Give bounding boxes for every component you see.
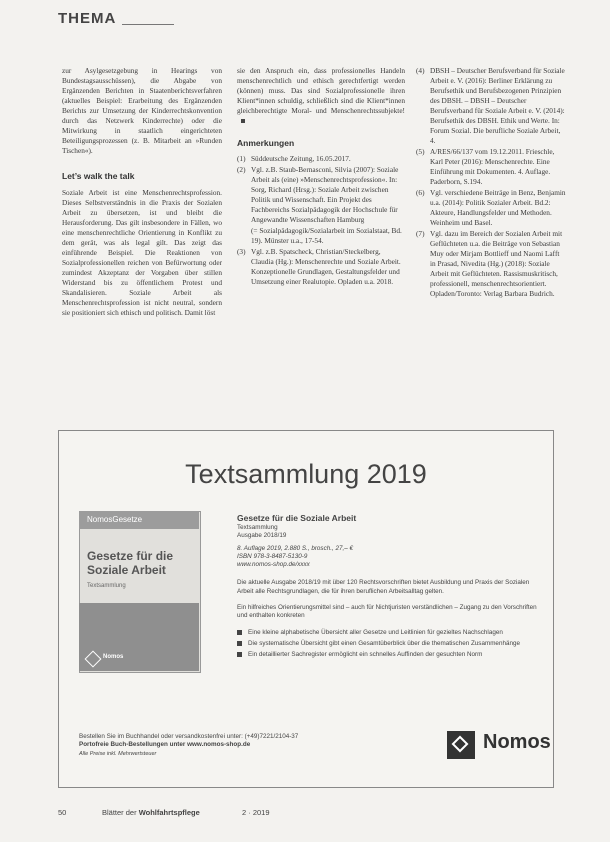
note [416,66,566,146]
section-label: THEMA [58,10,117,27]
product-subtitle: Textsammlung [237,524,278,531]
col1-intro: zur Asylgesetzgebung in Hearings von Bundestagsausschüssen), die Abgabe von Ergänzenden Berichten in Staatenberichtsverfahren (aktuelles Beispiel: Erarbeitung des Ergänzenden Berichts zur Umsetzung der Kinderrechtskonvention durch das Netzwerk Kinderrechte) oder die Mitwirkung in staatlich eingerichteten Beteiligungsprozessen (z. B. Mitarbeit an »Runden Tischen«). [62,66,222,155]
note [237,247,405,287]
note [416,188,566,228]
feature-text: Eine kleine alphabetische Übersicht aller Gesetze und Leitlinien für gezieltes Nachschlagen [248,628,503,636]
note-number [237,226,251,246]
product-edition: Ausgabe 2018/19 [237,532,287,540]
ad-title: Textsammlung 2019 [185,459,427,489]
journal-name [102,808,200,817]
note-text: Vgl. verschiedene Beiträge in Benz, Benjamin u.a. (2014): Politik Sozialer Arbeit. Bd.2: Akteure, Handlungsfelder und Methoden. Weinheim und Basel. [430,188,566,227]
page-number: 50 [58,808,67,817]
note-number: (5) [416,147,425,156]
column-1 [62,66,222,318]
advertisement-box [58,430,554,788]
order-shop-link[interactable]: Portofreie Buch-Bestellungen unter www.nomos-shop.de [79,741,251,749]
note-text: Vgl. z.B. Staub-Bernasconi, Silvia (2007): Soziale Arbeit als (eine) »Menschenrechtsprofession«. In: Sorg, Richard (Hrsg.): Soziale Arbeit zwischen Politik und Wissenschaft. Ein Projekt des Fachbereichs Sozialpädagogik der Hochschule für Angewandte Wissenschaften Hamburg [251,165,399,224]
bullet-square-icon [237,641,242,646]
feature-bullet [237,629,537,637]
note-text: (= Sozialpädagogik/Sozialarbeit im Sozialstaat, Bd. 19). Münster u.a., 17-54. [251,226,402,245]
note [237,154,405,164]
feature-bullet [237,640,537,648]
note [416,229,566,299]
order-phone: Bestellen Sie im Buchhandel oder versandkostenfrei unter: (+49)7221/2104-37 [79,733,299,740]
col1-body: Soziale Arbeit ist eine Menschenrechtsprofession. Dieses Selbstverständnis in die Praxis der Sozialen Arbeit zu übersetzen, ist und bleibt die Herausforderung. Das gilt insbesondere in Fällen, wo eine menschenrechtliche Orientierung in Konflikt zu dem gerät, was als legal gilt. Das zeigt das einführende Beispiel. Die Reaktionen von Sozialprofessionellen reichen von Befürwortung oder zumindest Akzeptanz der Vorgaben über stillen Widerstand bis zu öffentlichem Protest und Skandalisieren. Soziale Arbeit als Menschenrechtsprofession ist nicht neutral, sondern sie positioniert sich ethisch und politisch. Damit löst [62,188,222,317]
note [237,226,405,246]
product-link[interactable]: www.nomos-shop.de/xxxx [237,561,310,569]
notes-heading: Anmerkungen [237,138,295,148]
book-series: NomosGesetze [87,515,143,524]
feature-text: Die systematische Übersicht gibt einen Gesamtüberblick über die thematischen Zusammenhänge [248,639,520,647]
note-text: DBSH – Deutscher Berufsverband für Soziale Arbeit e. V. (2016): Berliner Erklärung zu Berufsethik und Berufsbezogenen Prinzipien des DBSH. – DBSH – Deutscher Berufsverband für Soziale Arbeit e. V. (2014): Berufsethik des DBSH. Ethik und Werte. In: Forum Sozial. Die berufliche Soziale Arbeit, 4. [430,66,565,145]
note-text: Vgl. dazu im Bereich der Sozialen Arbeit mit Geflüchteten u.a. die Beiträge von Sebastian Muy oder Mirjam Bottlieff und Naomi Lafft in Prasad, Nivedita (Hg.) (2018): Soziale Arbeit mit Geflüchteten. Rassismuskritisch, professionell, menschenrechtsorientiert. Opladen/Toronto: Verlag Barbara Budrich. [430,229,563,298]
journal-name-prefix: Blätter der [102,808,139,817]
note-number: (6) [416,188,425,197]
order-info [79,733,419,758]
note-number: (2) [237,165,246,174]
note-number: (7) [416,229,425,238]
product-description: Die aktuelle Ausgabe 2018/19 mit über 120 Rechtsvorschriften bietet Ausbildung und Praxis der Sozialen Arbeit alle Rechtsgrundlagen, die für ihren beruflichen Arbeitsalltag gelten. [237,579,530,595]
note-number: (1) [237,154,246,163]
order-price-note: Alle Preise inkl. Mehrwertsteuer [79,750,157,757]
book-cover-subtitle: Textsammlung [87,583,126,589]
book-cover-title: Gesetze für die Soziale Arbeit [87,549,174,577]
end-mark [241,119,245,123]
product-title: Gesetze für die Soziale Arbeit [237,513,357,523]
product-isbn: ISBN 978-3-8487-5130-9 [237,552,308,560]
nomos-logo-icon [447,731,475,759]
col2-intro [237,66,405,126]
col2-intro-text: sie den Anspruch ein, dass professionelles Handeln menschenrechtlich und ethisch gerechtfertigt werden (können) muss. Das sind Sozialprofessionelle ihren Klient*innen schuldig, schließlich sind die Klient*innen gleichberechtigte Moral- und Menschenrechtssubjekte! [237,66,405,115]
bullet-square-icon [237,652,242,657]
issue-number: 2 · 2019 [242,808,270,817]
book-cover-image [79,511,199,671]
column-3 [416,66,566,300]
product-details [237,513,537,663]
column-2 [237,66,405,288]
note [416,147,566,187]
book-cover-publisher: Nomos [103,654,124,660]
note-number: (3) [237,247,246,256]
section-heading-walk-the-talk: Let’s walk the talk [62,171,135,181]
feature-bullet [237,651,537,659]
journal-name-bold: Wohlfahrtspflege [138,808,200,817]
note [237,165,405,225]
note-text: A/RES/66/137 vom 19.12.2011. Frieschle, Karl Peter (2016): Menschenrechte. Eine Einführung mit Dokumenten. 4. Auflage. Paderborn, S.194. [430,147,555,186]
product-description-2: Ein hilfreiches Orientierungsmittel sind – auch für Nichtjuristen verständlichen – Zugang zu den Vorschriften und enthalten konkreten [237,604,537,620]
bullet-square-icon [237,630,242,635]
product-meta: 8. Auflage 2019, 2.880 S., brosch., 27,– € [237,544,353,552]
feature-text: Ein detaillierter Sachregister ermöglicht ein schnelles Auffinden der gesuchten Norm [248,651,483,659]
nomos-logo-text: Nomos [483,731,551,753]
header-rule [122,24,174,25]
note-text: Vgl. z.B. Spatscheck, Christian/Steckelberg, Claudia (Hg.): Menschenrechte und Soziale Arbeit. Konzeptionelle Grundlagen, Gestaltungsfelder und Umsetzung einer Realutopie. Opladen u.a. 2018. [251,247,401,286]
note-text: Süddeutsche Zeitung, 16.05.2017. [251,154,351,163]
note-number: (4) [416,66,425,75]
